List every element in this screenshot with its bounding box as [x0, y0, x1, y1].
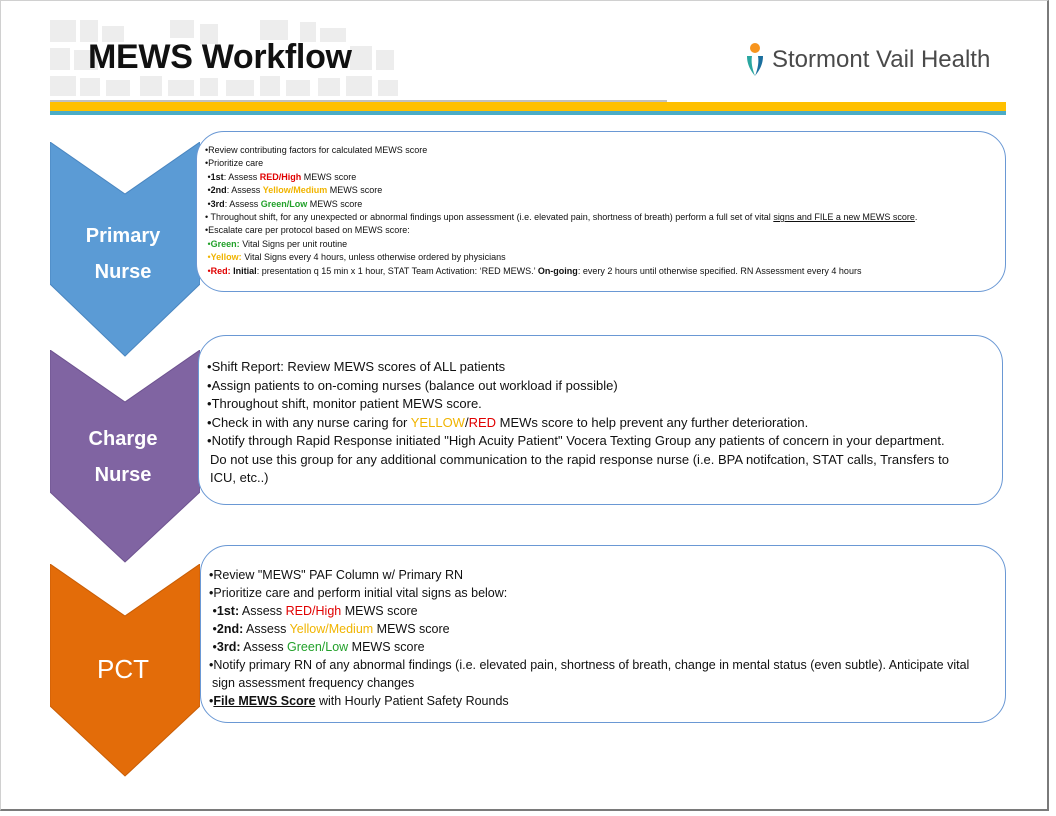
list-item: •1st: Assess RED/High MEWS score — [212, 604, 418, 618]
page-title: MEWS Workflow — [88, 38, 352, 76]
stormont-vail-logo — [744, 40, 990, 80]
list-item: •Check in with any nurse caring for YELLOW/RED MEWs score to help prevent any further deterioration. — [207, 414, 809, 430]
list-item: •Green: Vital Signs per unit routine — [207, 238, 348, 249]
list-item: •3rd: Assess Green/Low MEWS score — [212, 640, 425, 654]
header-rule-yellow — [50, 102, 1006, 111]
primary-nurse-label — [48, 218, 198, 290]
list-item: •1st: Assess RED/High MEWS score — [207, 171, 357, 182]
list-item: •Yellow: Vital Signs every 4 hours, unless otherwise ordered by physicians — [207, 252, 506, 263]
list-item: •Review "MEWS" PAF Column w/ Primary RN — [209, 568, 464, 582]
list-item: •Notify through Rapid Response initiated "High Acuity Patient" Vocera Texting Group any patients of concern in your department. — [207, 433, 945, 448]
list-item: •Red: Initial: presentation q 15 min x 1 hour, STAT Team Activation: ‘RED MEWS.’ On-going: every 2 hours until otherwise specified. RN Assessment every 4 hours — [207, 265, 862, 276]
charge-nurse-label — [48, 421, 198, 493]
list-item: •Throughout shift, monitor patient MEWS score. — [207, 396, 482, 411]
list-item: •Review contributing factors for calculated MEWS score — [205, 145, 428, 155]
list-item-continuation: Do not use this group for any additional communication to the rapid response nurse (i.e. BPA notifcation, STAT calls, Transfers to — [210, 451, 949, 467]
list-item-continuation: sign assessment frequency changes — [212, 676, 415, 690]
primary-nurse-label-line2: Nurse — [94, 261, 152, 283]
logo-text: Stormont Vail Health — [772, 46, 991, 73]
list-item: •Notify primary RN of any abnormal findings (i.e. elevated pain, shortness of breath, change in mental status (even subtle). Anticipate vital — [209, 658, 970, 672]
pct-box — [200, 545, 1006, 723]
list-item: •2nd: Assess Yellow/Medium MEWS score — [212, 622, 450, 636]
list-item: •Prioritize care — [205, 158, 264, 169]
primary-nurse-box — [196, 131, 1006, 292]
header-rule-teal — [50, 111, 1006, 115]
logo-mark-icon — [744, 42, 766, 78]
charge-nurse-label-line2: Nurse — [94, 464, 152, 486]
list-item: •Prioritize care and perform initial vital signs as below: — [209, 586, 508, 600]
list-item: •File MEWS Score with Hourly Patient Safety Rounds — [209, 694, 509, 708]
list-item: • Throughout shift, for any unexpected or abnormal findings upon assessment (i.e. elevated pain, shortness of breath) perform a full set of vital signs and FILE a new MEWS score. — [205, 212, 918, 223]
list-item: •Escalate care per protocol based on MEWS score: — [205, 225, 410, 236]
charge-nurse-box — [198, 335, 1003, 505]
list-item: •2nd: Assess Yellow/Medium MEWS score — [207, 185, 383, 196]
primary-nurse-label-line1: Primary — [85, 225, 161, 247]
list-item: •3rd: Assess Green/Low MEWS score — [207, 198, 363, 209]
pct-label: PCT — [97, 654, 149, 684]
list-item: •Shift Report: Review MEWS scores of ALL patients — [207, 359, 506, 374]
list-item-continuation: ICU, etc..) — [210, 470, 269, 485]
list-item: •Assign patients to on-coming nurses (balance out workload if possible) — [207, 377, 618, 393]
charge-nurse-label-line1: Charge — [88, 428, 158, 450]
